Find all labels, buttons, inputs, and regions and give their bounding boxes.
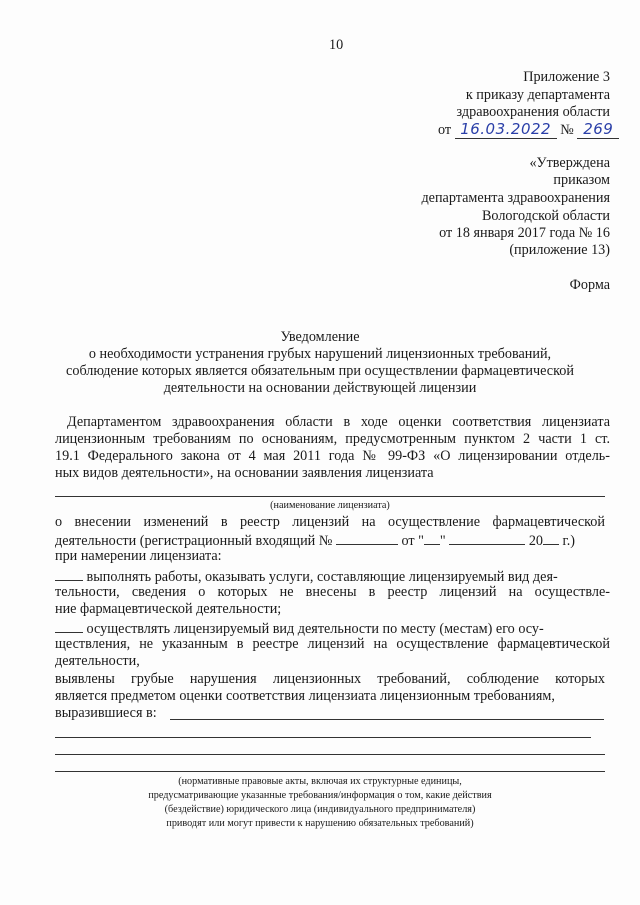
p5-line3: выразившиеся в:	[55, 705, 157, 721]
p1-line3: 19.1 Федерального закона от 4 мая 2011 года № 99-ФЗ «О лицензировании отдель-	[55, 448, 610, 464]
day-blank	[424, 531, 440, 545]
year-blank	[543, 531, 559, 545]
approved-line2: приказом	[553, 172, 610, 188]
title-line3: соблюдение которых является обязательным при осуществлении фармацевтической	[66, 363, 574, 379]
appendix-line3: здравоохранения области	[456, 104, 610, 120]
approved-line4: Вологодской области	[481, 208, 610, 224]
handwritten-number: 269	[577, 121, 619, 139]
year-prefix: 20	[528, 533, 543, 549]
option1-checkbox-blank	[55, 567, 83, 581]
violations-line1	[170, 719, 604, 720]
form-label: Форма	[569, 277, 610, 293]
registration-label: деятельности (регистрационный входящий №	[55, 533, 333, 549]
licensee-caption: (наименование лицензиата)	[270, 500, 390, 511]
approved-line6: (приложение 13)	[509, 242, 610, 258]
p3-line1-text: выполнять работы, оказывать услуги, составляющие лицензируемый вид дея-	[86, 569, 558, 585]
number-sign: №	[560, 122, 574, 138]
option2-checkbox-blank	[55, 619, 83, 633]
month-blank	[449, 531, 525, 545]
violations-line4	[55, 771, 605, 772]
licensee-name-line	[55, 496, 605, 497]
footnote-caption-line2: предусматривающие указанные требования/информация о том, какие действия	[148, 790, 492, 801]
close-quote: "	[439, 533, 446, 549]
p1-line2: лицензионным требованиям по основаниям, предусмотренным пунктом 2 части 1 ст.	[55, 431, 610, 447]
page-number: 10	[329, 37, 344, 53]
approved-line3: департамента здравоохранения	[421, 190, 610, 206]
p2-line3: при намерении лицензиата:	[55, 548, 222, 564]
p4-line1-text: осуществлять лицензируемый вид деятельности по месту (местам) его осу-	[86, 621, 544, 637]
p1-line4: ных видов деятельности», на основании заявления лицензиата	[55, 465, 434, 481]
footnote-caption-line4: приводят или могут привести к нарушению обязательных требований)	[166, 818, 474, 829]
title-line4: деятельности на основании действующей лицензии	[163, 380, 477, 396]
footnote-caption-line3: (бездействие) юридического лица (индивидуального предпринимателя)	[164, 804, 476, 815]
p5-line1: выявлены грубые нарушения лицензионных требований, соблюдение которых	[55, 671, 605, 687]
p1-line1: Департаментом здравоохранения области в ходе оценки соответствия лицензиата	[67, 414, 610, 430]
approved-line1: «Утверждена	[529, 155, 610, 171]
violations-line2	[55, 737, 591, 738]
p3-line3: ние фармацевтической деятельности;	[55, 601, 282, 617]
footnote-caption-line1: (нормативные правовые акты, включая их структурные единицы,	[178, 776, 462, 787]
title-line2: о необходимости устранения грубых нарушений лицензионных требований,	[88, 346, 552, 362]
registration-number-blank	[336, 531, 398, 545]
title-line1: Уведомление	[280, 329, 360, 345]
appendix-date-line	[438, 121, 619, 139]
p5-line2: является предметом оценки соответствия лицензиата лицензионным требованиям,	[55, 688, 555, 704]
year-suffix: г.)	[562, 533, 576, 549]
handwritten-date: 16.03.2022	[455, 121, 557, 139]
p4-line2: ществления, не указанным в реестре лицензий на осуществление фармацевтической	[55, 636, 610, 652]
p3-line2: тельности, сведения о которых не внесены в реестр лицензий на осуществле-	[55, 584, 610, 600]
from-label: от	[438, 122, 452, 138]
appendix-line2: к приказу департамента	[465, 87, 610, 103]
appendix-line1: Приложение 3	[523, 69, 610, 85]
p2-line1: о внесении изменений в реестр лицензий на осуществление фармацевтической	[55, 514, 605, 530]
violations-line3	[55, 754, 605, 755]
approved-line5: от 18 января 2017 года № 16	[439, 225, 610, 241]
p4-line3: деятельности,	[55, 653, 140, 669]
from-quote-label: от "	[401, 533, 424, 549]
